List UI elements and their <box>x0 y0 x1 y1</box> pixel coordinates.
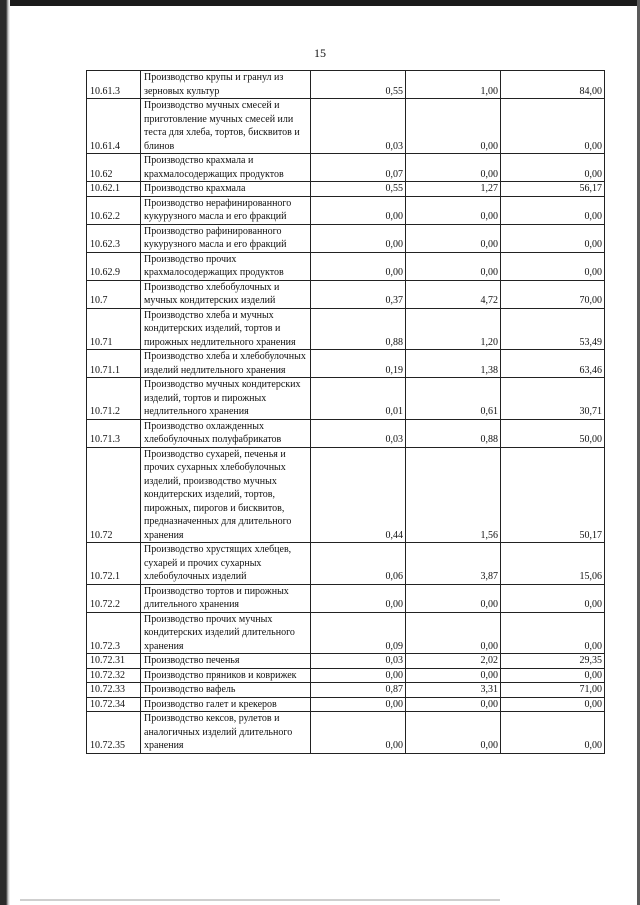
value-2-cell: 1,20 <box>406 308 501 350</box>
activity-code-cell: 10.61.4 <box>87 99 141 154</box>
table-row <box>87 419 605 447</box>
table-row <box>87 350 605 378</box>
activity-code-cell: 10.72.32 <box>87 668 141 683</box>
activity-code-cell: 10.72 <box>87 447 141 543</box>
value-2-cell: 0,00 <box>406 252 501 280</box>
activity-code-cell: 10.62.9 <box>87 252 141 280</box>
activity-name-cell: Производство крахмала <box>141 182 311 197</box>
table-row <box>87 612 605 654</box>
value-2-cell: 1,27 <box>406 182 501 197</box>
value-2-cell: 1,38 <box>406 350 501 378</box>
value-3-cell: 71,00 <box>501 683 605 698</box>
activity-name-cell: Производство нерафинированного кукурузного масла и его фракций <box>141 196 311 224</box>
table-row <box>87 308 605 350</box>
table-row <box>87 447 605 543</box>
value-2-cell: 0,00 <box>406 712 501 754</box>
value-1-cell: 0,19 <box>311 350 406 378</box>
value-2-cell: 0,00 <box>406 99 501 154</box>
value-1-cell: 0,55 <box>311 182 406 197</box>
table-row <box>87 654 605 669</box>
value-3-cell: 0,00 <box>501 252 605 280</box>
value-2-cell: 2,02 <box>406 654 501 669</box>
value-3-cell: 0,00 <box>501 224 605 252</box>
value-1-cell: 0,03 <box>311 654 406 669</box>
value-2-cell: 0,00 <box>406 196 501 224</box>
table-row <box>87 543 605 585</box>
table-row <box>87 683 605 698</box>
value-1-cell: 0,00 <box>311 584 406 612</box>
activity-code-cell: 10.72.3 <box>87 612 141 654</box>
value-3-cell: 0,00 <box>501 99 605 154</box>
table-row <box>87 182 605 197</box>
value-1-cell: 0,09 <box>311 612 406 654</box>
value-3-cell: 63,46 <box>501 350 605 378</box>
value-1-cell: 0,01 <box>311 378 406 420</box>
value-1-cell: 0,00 <box>311 196 406 224</box>
activity-name-cell: Производство хлеба и мучных кондитерских изделий, тортов и пирожных недлительного хранения <box>141 308 311 350</box>
activity-table <box>86 70 605 754</box>
activity-name-cell: Производство прочих крахмалосодержащих продуктов <box>141 252 311 280</box>
value-3-cell: 56,17 <box>501 182 605 197</box>
value-2-cell: 0,88 <box>406 419 501 447</box>
value-1-cell: 0,00 <box>311 668 406 683</box>
value-3-cell: 30,71 <box>501 378 605 420</box>
value-3-cell: 0,00 <box>501 697 605 712</box>
activity-name-cell: Производство хлеба и хлебобулочных изделий недлительного хранения <box>141 350 311 378</box>
table-row <box>87 697 605 712</box>
value-2-cell: 0,00 <box>406 584 501 612</box>
activity-code-cell: 10.62 <box>87 154 141 182</box>
activity-code-cell: 10.61.3 <box>87 71 141 99</box>
value-1-cell: 0,07 <box>311 154 406 182</box>
value-1-cell: 0,03 <box>311 99 406 154</box>
value-3-cell: 70,00 <box>501 280 605 308</box>
activity-name-cell: Производство рафинированного кукурузного масла и его фракций <box>141 224 311 252</box>
table-row <box>87 280 605 308</box>
value-1-cell: 0,00 <box>311 697 406 712</box>
table-row <box>87 224 605 252</box>
value-3-cell: 0,00 <box>501 196 605 224</box>
activity-name-cell: Производство кексов, рулетов и аналогичных изделий длительного хранения <box>141 712 311 754</box>
activity-name-cell: Производство хлебобулочных и мучных кондитерских изделий <box>141 280 311 308</box>
value-1-cell: 0,03 <box>311 419 406 447</box>
value-1-cell: 0,00 <box>311 252 406 280</box>
activity-code-cell: 10.71 <box>87 308 141 350</box>
table-row <box>87 584 605 612</box>
scan-edge-top <box>0 0 640 6</box>
value-1-cell: 0,06 <box>311 543 406 585</box>
value-3-cell: 53,49 <box>501 308 605 350</box>
value-2-cell: 3,87 <box>406 543 501 585</box>
activity-name-cell: Производство галет и крекеров <box>141 697 311 712</box>
table-body <box>87 71 605 754</box>
activity-code-cell: 10.72.1 <box>87 543 141 585</box>
value-2-cell: 1,00 <box>406 71 501 99</box>
value-1-cell: 0,00 <box>311 712 406 754</box>
value-2-cell: 0,00 <box>406 154 501 182</box>
activity-code-cell: 10.7 <box>87 280 141 308</box>
table-row <box>87 252 605 280</box>
activity-code-cell: 10.72.2 <box>87 584 141 612</box>
value-2-cell: 0,61 <box>406 378 501 420</box>
value-2-cell: 3,31 <box>406 683 501 698</box>
activity-code-cell: 10.71.1 <box>87 350 141 378</box>
value-1-cell: 0,87 <box>311 683 406 698</box>
value-2-cell: 0,00 <box>406 668 501 683</box>
value-2-cell: 4,72 <box>406 280 501 308</box>
value-3-cell: 0,00 <box>501 154 605 182</box>
activity-code-cell: 10.72.34 <box>87 697 141 712</box>
table-row <box>87 378 605 420</box>
activity-code-cell: 10.72.35 <box>87 712 141 754</box>
value-3-cell: 0,00 <box>501 712 605 754</box>
activity-code-cell: 10.71.3 <box>87 419 141 447</box>
scan-edge-bottom <box>20 899 500 901</box>
value-3-cell: 84,00 <box>501 71 605 99</box>
value-2-cell: 1,56 <box>406 447 501 543</box>
value-1-cell: 0,00 <box>311 224 406 252</box>
activity-code-cell: 10.62.1 <box>87 182 141 197</box>
activity-code-cell: 10.72.33 <box>87 683 141 698</box>
activity-code-cell: 10.72.31 <box>87 654 141 669</box>
value-1-cell: 0,88 <box>311 308 406 350</box>
activity-name-cell: Производство печенья <box>141 654 311 669</box>
table-row <box>87 99 605 154</box>
activity-name-cell: Производство крахмала и крахмалосодержащих продуктов <box>141 154 311 182</box>
value-2-cell: 0,00 <box>406 224 501 252</box>
value-3-cell: 15,06 <box>501 543 605 585</box>
value-3-cell: 29,35 <box>501 654 605 669</box>
value-1-cell: 0,55 <box>311 71 406 99</box>
activity-name-cell: Производство хрустящих хлебцев, сухарей и прочих сухарных хлебобулочных изделий <box>141 543 311 585</box>
activity-name-cell: Производство охлажденных хлебобулочных полуфабрикатов <box>141 419 311 447</box>
activity-name-cell: Производство крупы и гранул из зерновых культур <box>141 71 311 99</box>
scan-edge-left <box>0 0 10 905</box>
table-row <box>87 154 605 182</box>
table-row <box>87 196 605 224</box>
value-1-cell: 0,37 <box>311 280 406 308</box>
value-2-cell: 0,00 <box>406 612 501 654</box>
activity-name-cell: Производство тортов и пирожных длительного хранения <box>141 584 311 612</box>
page-number: 15 <box>314 46 326 60</box>
table-row <box>87 712 605 754</box>
activity-name-cell: Производство вафель <box>141 683 311 698</box>
table-row <box>87 71 605 99</box>
value-3-cell: 50,00 <box>501 419 605 447</box>
value-2-cell: 0,00 <box>406 697 501 712</box>
value-3-cell: 0,00 <box>501 612 605 654</box>
activity-name-cell: Производство прочих мучных кондитерских изделий длительного хранения <box>141 612 311 654</box>
table-row <box>87 668 605 683</box>
activity-name-cell: Производство пряников и коврижек <box>141 668 311 683</box>
activity-name-cell: Производство мучных смесей и приготовление мучных смесей или теста для хлеба, тортов, бисквитов и блинов <box>141 99 311 154</box>
value-1-cell: 0,44 <box>311 447 406 543</box>
value-3-cell: 0,00 <box>501 668 605 683</box>
activity-code-cell: 10.71.2 <box>87 378 141 420</box>
activity-name-cell: Производство сухарей, печенья и прочих сухарных хлебобулочных изделий, производство мучных кондитерских изделий, тортов, пирожных, пирогов и бисквитов, предназначенных для длительного хранения <box>141 447 311 543</box>
value-3-cell: 0,00 <box>501 584 605 612</box>
activity-code-cell: 10.62.2 <box>87 196 141 224</box>
activity-code-cell: 10.62.3 <box>87 224 141 252</box>
value-3-cell: 50,17 <box>501 447 605 543</box>
activity-name-cell: Производство мучных кондитерских изделий, тортов и пирожных недлительного хранения <box>141 378 311 420</box>
